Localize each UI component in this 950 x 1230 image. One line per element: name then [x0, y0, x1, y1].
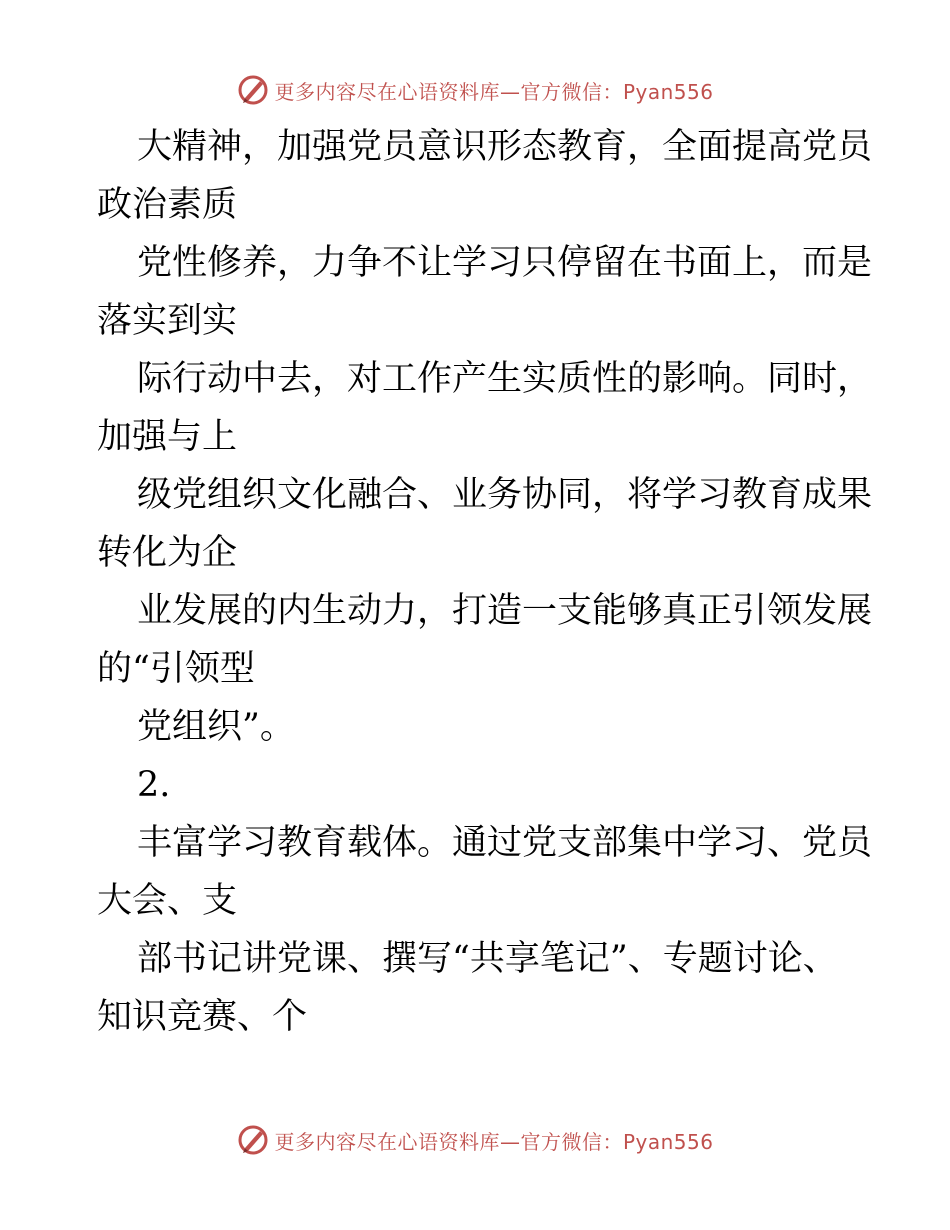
body-line: 政治素质 [97, 185, 238, 225]
body-line: 的“引领型 [97, 649, 255, 689]
body-line: 部书记讲党课、撰写“共享笔记”、专题讨论、 [137, 939, 838, 979]
document-body [97, 118, 873, 1046]
body-line: 党性修养，力争不让学习只停留在书面上，而是 [137, 243, 873, 283]
section-number: 2. [137, 765, 171, 805]
header-watermark-text: 更多内容尽在心语资料库—官方微信：Pyan556 [274, 79, 714, 104]
pen-in-circle-icon [236, 73, 270, 107]
body-line: 落实到实 [97, 301, 238, 341]
body-line: 际行动中去，对工作产生实质性的影响。同时， [137, 359, 873, 399]
body-line: 业发展的内生动力，打造一支能够真正引领发展 [137, 591, 873, 631]
body-line: 丰富学习教育载体。通过党支部集中学习、党员 [137, 823, 873, 863]
header-watermark [0, 70, 950, 110]
body-line: 加强与上 [97, 417, 238, 457]
body-line: 大会、支 [97, 881, 238, 921]
body-line: 党组织”。 [137, 707, 295, 747]
body-line: 大精神，加强党员意识形态教育，全面提高党员 [137, 127, 873, 167]
pen-in-circle-icon [236, 1123, 270, 1157]
footer-watermark [0, 1120, 950, 1160]
body-line: 级党组织文化融合、业务协同，将学习教育成果 [137, 475, 873, 515]
footer-watermark-text: 更多内容尽在心语资料库—官方微信：Pyan556 [274, 1129, 714, 1154]
body-line: 知识竞赛、个 [97, 997, 308, 1037]
body-line: 转化为企 [97, 533, 238, 573]
